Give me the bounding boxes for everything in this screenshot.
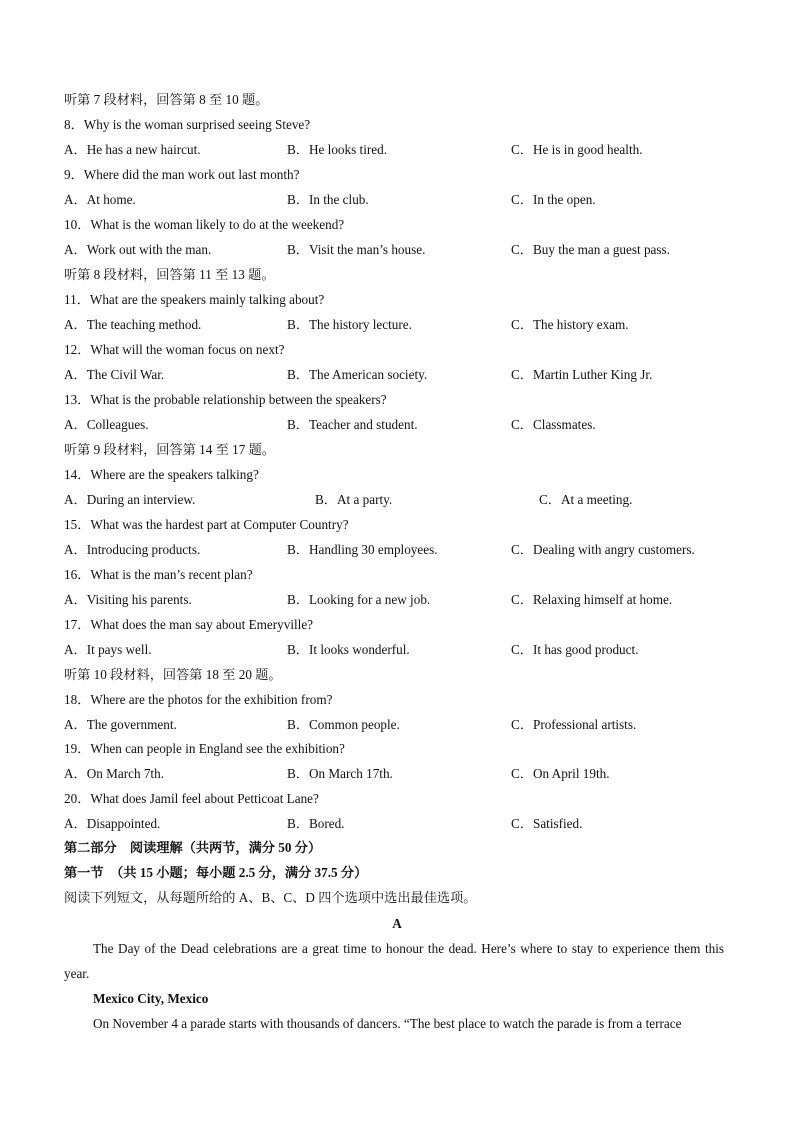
subheading: Mexico City, Mexico xyxy=(93,991,209,1006)
option-b: B．On March 17th. xyxy=(287,766,393,781)
option-c: C．It has good product. xyxy=(511,642,639,657)
option-b: B．He looks tired. xyxy=(287,142,387,157)
question-12: 12．What will the woman focus on next? xyxy=(64,342,285,357)
option-a: A．He has a new haircut. xyxy=(64,142,201,157)
option-c: C．Relaxing himself at home. xyxy=(511,592,673,607)
option-b: B．The history lecture. xyxy=(287,317,412,332)
question-18: 18．Where are the photos for the exhibition from? xyxy=(64,692,333,707)
option-c: C．On April 19th. xyxy=(511,766,610,781)
option-c: C．In the open. xyxy=(511,192,596,207)
option-c: C．Classmates. xyxy=(511,417,596,432)
option-c: C．He is in good health. xyxy=(511,142,643,157)
question-17: 17．What does the man say about Emeryville? xyxy=(64,617,314,632)
body-paragraph: On November 4 a parade starts with thousands of dancers. “The best place to watch the parade is from a terrace xyxy=(93,1016,682,1031)
option-c: C．Professional artists. xyxy=(511,717,637,732)
option-a: A．At home. xyxy=(64,192,136,207)
option-a: A．During an interview. xyxy=(64,492,196,507)
question-19: 19．When can people in England see the exhibition? xyxy=(64,741,345,756)
intro-paragraph: The Day of the Dead celebrations are a great time to honour the dead. Here’s where to stay to experience them this year. xyxy=(64,941,724,981)
option-a: A．It pays well. xyxy=(64,642,152,657)
question-16: 16．What is the man’s recent plan? xyxy=(64,567,253,582)
option-b: B．At a party. xyxy=(315,492,393,507)
option-c: C．Dealing with angry customers. xyxy=(511,542,695,557)
question-15: 15．What was the hardest part at Computer Country? xyxy=(64,517,349,532)
option-c: C．Satisfied. xyxy=(511,816,583,831)
question-13: 13．What is the probable relationship between the speakers? xyxy=(64,392,387,407)
section-heading: 听第 9 段材料，回答第 14 至 17 题。 xyxy=(64,442,275,457)
passage-label: A xyxy=(392,916,402,931)
option-b: B．Teacher and student. xyxy=(287,417,418,432)
option-b: B．Visit the man’s house. xyxy=(287,242,426,257)
question-14: 14．Where are the speakers talking? xyxy=(64,467,259,482)
section-heading: 听第 7 段材料，回答第 8 至 10 题。 xyxy=(64,92,269,107)
instructions: 阅读下列短文，从每题所给的 A、B、C、D 四个选项中选出最佳选项。 xyxy=(64,890,477,905)
section-heading: 听第 8 段材料，回答第 11 至 13 题。 xyxy=(64,267,275,282)
option-a: A．On March 7th. xyxy=(64,766,164,781)
question-10: 10．What is the woman likely to do at the weekend? xyxy=(64,217,345,232)
option-b: B．Handling 30 employees. xyxy=(287,542,438,557)
option-a: A．Disappointed. xyxy=(64,816,161,831)
option-c: C．The history exam. xyxy=(511,317,629,332)
option-a: A．Colleagues. xyxy=(64,417,149,432)
question-11: 11．What are the speakers mainly talking about? xyxy=(64,292,325,307)
option-b: B．The American society. xyxy=(287,367,428,382)
section-one-title: 第一节 （共 15 小题；每小题 2.5 分，满分 37.5 分） xyxy=(64,865,368,880)
option-a: A．The Civil War. xyxy=(64,367,165,382)
question-20: 20．What does Jamil feel about Petticoat Lane? xyxy=(64,791,319,806)
option-b: B．It looks wonderful. xyxy=(287,642,410,657)
question-9: 9．Where did the man work out last month? xyxy=(64,167,300,182)
section-heading: 听第 10 段材料，回答第 18 至 20 题。 xyxy=(64,667,282,682)
question-8: 8．Why is the woman surprised seeing Steve? xyxy=(64,117,311,132)
option-a: A．Visiting his parents. xyxy=(64,592,192,607)
option-a: A．Introducing products. xyxy=(64,542,201,557)
option-c: C．Martin Luther King Jr. xyxy=(511,367,653,382)
option-a: A．The government. xyxy=(64,717,177,732)
option-a: A．The teaching method. xyxy=(64,317,202,332)
option-a: A．Work out with the man. xyxy=(64,242,212,257)
option-c: C．Buy the man a guest pass. xyxy=(511,242,670,257)
option-b: B．Common people. xyxy=(287,717,400,732)
option-b: B．In the club. xyxy=(287,192,369,207)
part-two-title: 第二部分 阅读理解（共两节，满分 50 分） xyxy=(64,840,322,855)
option-b: B．Bored. xyxy=(287,816,345,831)
option-c: C．At a meeting. xyxy=(539,492,633,507)
option-b: B．Looking for a new job. xyxy=(287,592,431,607)
